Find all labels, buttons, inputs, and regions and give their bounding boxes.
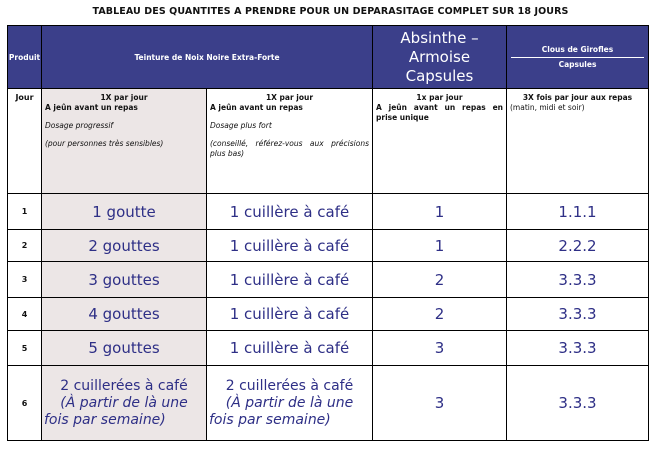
- info-absinthe: [373, 89, 507, 194]
- header-clous-line1: Clous de Girofles: [541, 44, 614, 54]
- info-absinthe-freq: 1x par jour: [416, 93, 463, 102]
- info-progressive-timing: A jeûn avant un repas: [45, 103, 138, 112]
- row-clous: 3.3.3: [507, 331, 649, 366]
- row-progressive-line1: 2 cuillerées à café: [60, 377, 188, 394]
- row-absinthe: 3: [373, 331, 507, 366]
- info-strong-note: (conseillé, référez-vous aux précisions plus bas): [210, 139, 369, 158]
- row-day: 2: [8, 230, 42, 262]
- header-clous-line2: Capsules: [558, 59, 597, 69]
- row-absinthe: 1: [373, 194, 507, 230]
- row-strong: 1 cuillère à café: [207, 331, 373, 366]
- info-strong: [207, 89, 373, 194]
- row-strong: 1 cuillère à café: [207, 194, 373, 230]
- info-strong-timing: A jeûn avant un repas: [210, 103, 303, 112]
- info-jour: Jour: [8, 89, 42, 194]
- row-day: 1: [8, 194, 42, 230]
- row-absinthe: 2: [373, 262, 507, 298]
- table-row: [8, 230, 649, 262]
- row-progressive: [42, 366, 207, 441]
- row-progressive: 2 gouttes: [42, 230, 207, 262]
- row-clous: 3.3.3: [507, 262, 649, 298]
- row-strong: [207, 366, 373, 441]
- header-row: [8, 26, 649, 89]
- row-clous: 3.3.3: [507, 366, 649, 441]
- table-row: [8, 298, 649, 331]
- header-produit: Produit: [8, 26, 42, 89]
- page-title: TABLEAU DES QUANTITES A PRENDRE POUR UN DEPARASITAGE COMPLET SUR 18 JOURS: [92, 6, 569, 17]
- info-clous-freq: 3X fois par jour aux repas: [522, 93, 633, 102]
- table-row: [8, 366, 649, 441]
- row-progressive: 1 goutte: [42, 194, 207, 230]
- header-clous: [507, 26, 649, 89]
- info-progressive-freq: 1X par jour: [100, 93, 148, 102]
- row-clous: 3.3.3: [507, 298, 649, 331]
- row-strong-line1: 2 cuillerées à café: [225, 377, 354, 394]
- row-day: 3: [8, 262, 42, 298]
- row-strong-line3: fois par semaine): [209, 411, 331, 428]
- info-row: [8, 89, 649, 194]
- header-absinthe-line2: Armoise: [408, 47, 471, 66]
- row-strong-line2: (À partir de là une: [225, 394, 354, 411]
- row-progressive-line2: (À partir de là une: [60, 394, 188, 411]
- info-strong-freq: 1X par jour: [265, 93, 314, 102]
- row-absinthe: 3: [373, 366, 507, 441]
- header-absinthe-line1: Absinthe –: [400, 28, 479, 47]
- row-clous: 1.1.1: [507, 194, 649, 230]
- row-absinthe: 1: [373, 230, 507, 262]
- info-clous-timing: (matin, midi et soir): [510, 103, 585, 112]
- row-strong: 1 cuillère à café: [207, 262, 373, 298]
- info-progressive-dosage: Dosage progressif: [45, 121, 114, 130]
- table-row: [8, 331, 649, 366]
- row-day: 6: [8, 366, 42, 441]
- row-progressive-line3: fois par semaine): [44, 411, 166, 428]
- table-row: [8, 262, 649, 298]
- row-strong: 1 cuillère à café: [207, 298, 373, 331]
- table-row: [8, 194, 649, 230]
- row-progressive: 4 gouttes: [42, 298, 207, 331]
- info-strong-dosage: Dosage plus fort: [210, 121, 272, 130]
- row-clous: 2.2.2: [507, 230, 649, 262]
- info-progressive: [42, 89, 207, 194]
- row-strong: 1 cuillère à café: [207, 230, 373, 262]
- dosage-table: [7, 25, 649, 441]
- header-teinture: Teinture de Noix Noire Extra-Forte: [42, 26, 373, 89]
- info-progressive-note: (pour personnes très sensibles): [45, 139, 164, 148]
- header-absinthe: [373, 26, 507, 89]
- info-clous: [507, 89, 649, 194]
- info-absinthe-timing: A jeûn avant un repas en prise unique: [376, 103, 503, 122]
- row-progressive: 5 gouttes: [42, 331, 207, 366]
- header-absinthe-line3: Capsules: [405, 66, 474, 85]
- row-absinthe: 2: [373, 298, 507, 331]
- row-day: 4: [8, 298, 42, 331]
- row-progressive: 3 gouttes: [42, 262, 207, 298]
- row-day: 5: [8, 331, 42, 366]
